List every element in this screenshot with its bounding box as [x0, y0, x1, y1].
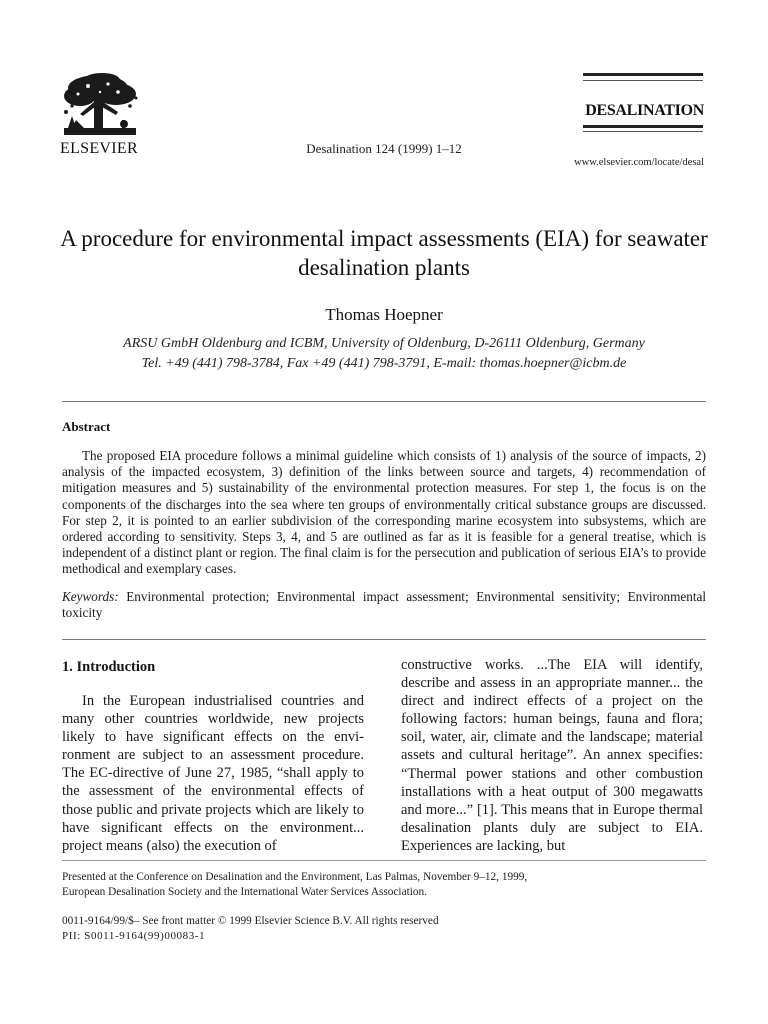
section-heading: 1. Introduction [62, 659, 156, 675]
affiliation-address: ARSU GmbH Oldenburg and ICBM, University of Oldenburg, D-26111 Oldenburg, Germany [123, 336, 645, 351]
journal-title: DESALINATION [585, 102, 704, 119]
footnote-divider [62, 860, 706, 861]
author-affiliation [40, 334, 728, 374]
publisher-name: ELSEVIER [60, 140, 138, 157]
journal-rule [583, 73, 703, 76]
copyright-line: 0011-9164/99/$– See front matter © 1999 Elsevier Science B.V. All rights reserved [62, 915, 439, 927]
body-column-left: In the European industrialised countries and many other countries worldwide, new projects likely to have significant effects on the environment are subject to an assessment procedure. The EC-directive of June 27, 1985, “shall apply to the assessment of the environmental effects of those public and private projects which are likely to have significant effects on the environment... project means (also) the execution of [62, 693, 364, 854]
elsevier-tree-logo [58, 72, 142, 140]
affiliation-contact: Tel. +49 (441) 798-3784, Fax +49 (441) 798-3791, E-mail: thomas.hoepner@icbm.de [141, 356, 627, 371]
author-name: Thomas Hoepner [325, 305, 443, 324]
keywords-label: Keywords: [62, 589, 119, 604]
keywords-list: Environmental protection; Environmental impact assessment; Environmental sensitivity; Environmental toxicity [62, 589, 707, 621]
journal-url[interactable]: www.elsevier.com/locate/desal [574, 157, 704, 168]
body-column-right: constructive works. ...The EIA will identify, describe and assess in an appropriate manner... the direct and indirect effects of a project on the following factors: human beings, fauna and flora; soil, water, air, climate and the landscape; material assets and cultural heritage”. An annex specifies: “Thermal power stations and other combustion installations with a heat output of 300 megawatts and more...” [1]. This means that in Europe thermal desalination plants duly are subject to EIA. Experiences are lacking, but [401, 657, 703, 854]
journal-rule [583, 125, 703, 128]
paper-title: A procedure for environmental impact assessments (EIA) for seawater desalination plants [60, 226, 708, 280]
section-divider [62, 401, 706, 402]
conference-footnote-line: Presented at the Conference on Desalination and the Environment, Las Palmas, November 9–12, 1999, [62, 871, 528, 883]
abstract-text: The proposed EIA procedure follows a minimal guideline which consists of 1) analysis of the source of impacts, 2) analysis of the impacted ecosystem, 3) definition of the links between source and targets, 4) recommendation of mitigation measures and 5) sustainability of the environmental protection measures. For step 1, the focus is on the components of the discharges into the sea where ten groups of environmentally critical substance groups are discussed. For step 2, it is pointed to an earlier subdivision of the corresponding marine ecosystem into subsystems, which are ordered according to sensitivity. Steps 3, 4, and 5 are outlined as far as it is feasible for a general treatise, which is independent of a distinct plant or region. The final claim is for the persecution and publication of serious EIA’s to provide methodical and exemplary cases. [62, 448, 706, 577]
abstract-heading: Abstract [62, 419, 111, 434]
pii-line: PII: S0011-9164(99)00083-1 [62, 930, 206, 942]
journal-citation: Desalination 124 (1999) 1–12 [306, 141, 462, 156]
section-divider [62, 639, 706, 640]
conference-footnote-line: European Desalination Society and the International Water Services Association. [62, 886, 427, 898]
conference-footnote [62, 870, 722, 900]
keywords [62, 589, 706, 621]
journal-rule [583, 80, 703, 81]
journal-rule [583, 131, 703, 132]
